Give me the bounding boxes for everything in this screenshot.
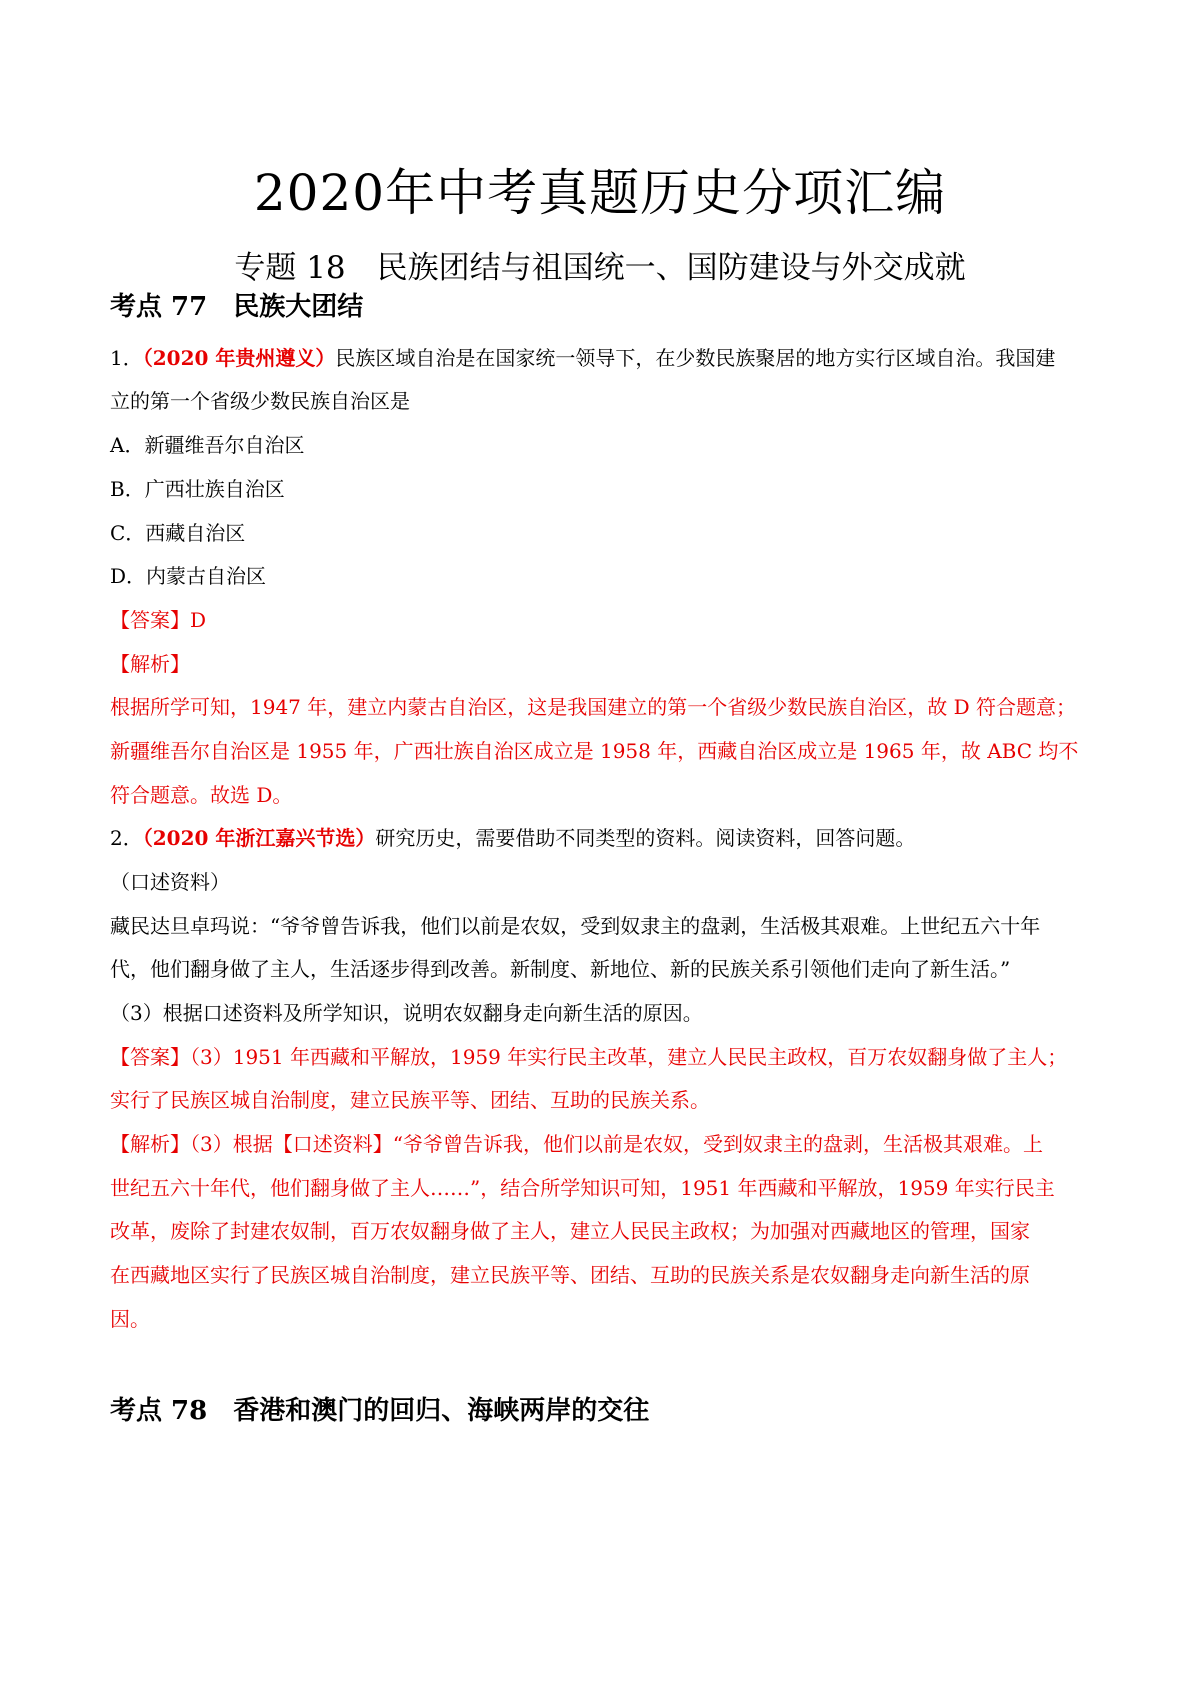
answer-line-1 [110,1042,1100,1072]
question-source: （2020 年贵州遵义） [142,346,336,370]
answer-tag: 【答案】 [110,1045,190,1069]
analysis-line-5: 因。 [110,1307,150,1331]
analysis-line-1 [110,1129,1100,1159]
material-line-2: 代，他们翻身做了主人，生活逐步得到改善。新制度、新地位、新的民族关系引领他们走向了新生活。” [110,957,1011,981]
analysis-line-3: 符合题意。故选 D。 [110,783,293,807]
question-number: 1． [110,346,143,370]
question-2-stem [110,823,1100,853]
option-d: D．内蒙古自治区 [110,564,267,588]
option-a: A．新疆维吾尔自治区 [110,433,305,457]
question-text: 民族区域自治是在国家统一领导下，在少数民族聚居的地方实行区域自治。我国建 [335,346,1056,370]
analysis-line-2: 新疆维吾尔自治区是 1955 年，广西壮族自治区成立是 1958 年，西藏自治区成立是 1965 年，故 ABC 均不 [110,739,1079,763]
material-label: （口述资料） [110,870,230,894]
analysis-line-3: 改革，废除了封建农奴制，百万农奴翻身做了主人，建立人民民主政权；为加强对西藏地区的管理，国家 [110,1219,1030,1243]
question-1-stem-line-1 [110,343,1100,373]
material-line-1: 藏民达旦卓玛说：“爷爷曾告诉我，他们以前是农奴，受到奴隶主的盘剥，生活极其艰难。上世纪五六十年 [110,914,1041,938]
topic-subtitle: 专题 18 民族团结与祖国统一、国防建设与外交成就 [234,250,966,286]
analysis-line-4: 在西藏地区实行了民族区城自治制度，建立民族平等、团结、互助的民族关系是农奴翻身走向新生活的原 [110,1263,1030,1287]
answer-line [110,605,1100,635]
sub-question-3: （3）根据口述资料及所学知识，说明农奴翻身走向新生活的原因。 [110,1001,703,1025]
analysis-text: （3）根据【口述资料】“爷爷曾告诉我，他们以前是农奴，受到奴隶主的盘剥，生活极其艰难。上 [190,1132,1043,1156]
analysis-line-2: 世纪五六十年代，他们翻身做了主人……”，结合所学知识可知，1951 年西藏和平解放，1959 年实行民主 [110,1176,1055,1200]
question-source: （2020 年浙江嘉兴节选） [142,826,376,850]
analysis-line-1: 根据所学可知，1947 年，建立内蒙古自治区，这是我国建立的第一个省级少数民族自治区，故 D 符合题意； [110,695,1077,719]
question-number: 2． [110,826,143,850]
question-1-stem-line-2: 立的第一个省级少数民族自治区是 [110,389,410,413]
analysis-tag: 【解析】 [110,652,190,676]
document-title: 2020年中考真题历史分项汇编 [253,164,947,222]
answer-line-2: 实行了民族区城自治制度，建立民族平等、团结、互助的民族关系。 [110,1088,710,1112]
option-c: C．西藏自治区 [110,521,246,545]
analysis-tag: 【解析】 [110,1132,190,1156]
option-b: B．广西壮族自治区 [110,477,285,501]
question-text: 研究历史，需要借助不同类型的资料。阅读资料，回答问题。 [375,826,916,850]
answer-text: （3）1951 年西藏和平解放，1959 年实行民主改革，建立人民民主政权，百万农奴翻身做了主人； [190,1045,1068,1069]
answer-tag: 【答案】 [110,608,190,632]
section-heading-77: 考点 77 民族大团结 [110,292,364,322]
answer-value: D [190,608,207,632]
section-heading-78: 考点 78 香港和澳门的回归、海峡两岸的交往 [110,1396,650,1426]
